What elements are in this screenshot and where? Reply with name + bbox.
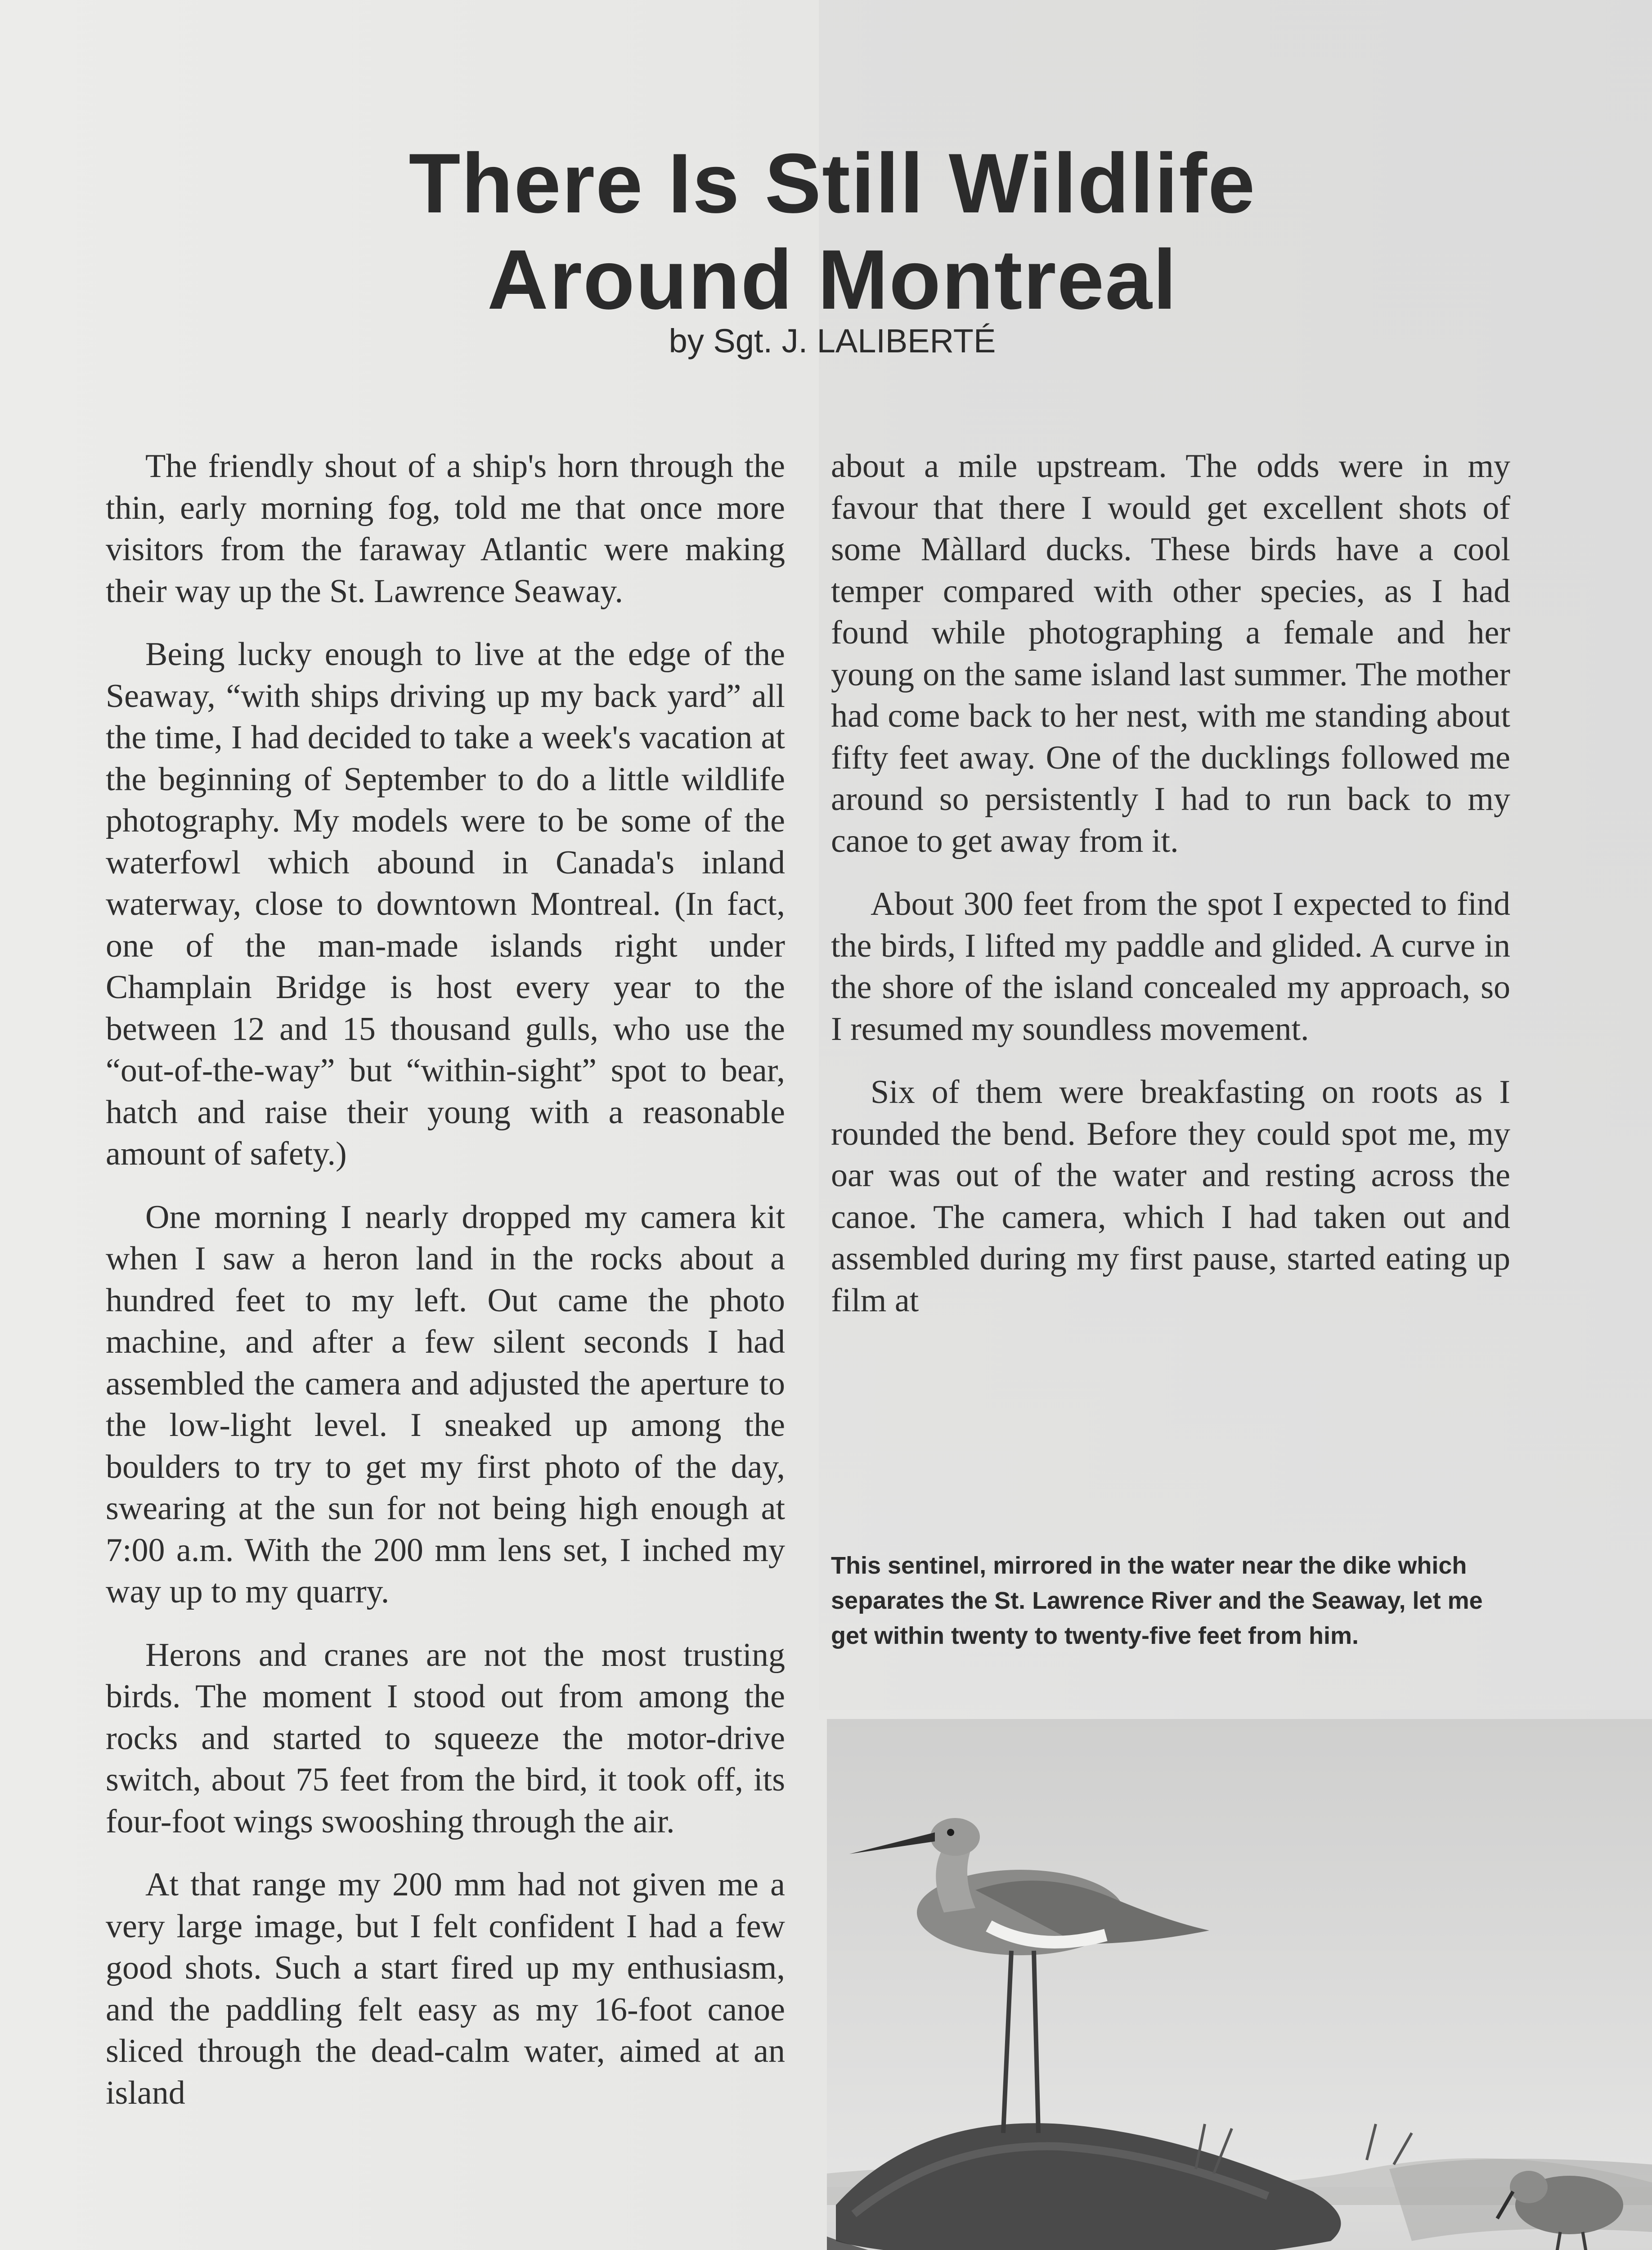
sandpiper-photo (827, 1719, 1652, 2250)
paragraph: The friendly shout of a ship's horn through the thin, early morning fog, told me that once more visitors from the faraway Atlantic were making their way up the St. Lawrence Seaway. (106, 448, 785, 610)
paragraph: One morning I nearly dropped my camera kit when I saw a heron land in the rocks about a hundred feet to my left. Out came the photo machine, and after a few silent seconds I had assembled the camera and adjusted the aperture to the low-light level. I sneaked up among the boulders to try to get my first photo of the day, swearing at the sun for not being high enough at 7:00 a.m. With the 200 mm lens set, I inched my way up to my quarry. (106, 1198, 785, 1610)
title-line-1: There Is Still Wildlife (409, 136, 1256, 230)
paragraph: Herons and cranes are not the most trusting birds. The moment I stood out from among the rocks and started to squeeze the motor-drive switch, about 75 feet from the bird, it took off, its four-foot wings swooshing through the air. (106, 1636, 785, 1840)
byline: by Sgt. J. LALIBERTÉ (669, 322, 996, 360)
paragraph: about a mile upstream. The odds were in my favour that there I would get excellent shots of some Màllard ducks. These birds have a cool temper compared with other species, as I had found while photographing a female and her young on the same island last summer. The mother had come back to her nest, with me standing about fifty feet away. One of the ducklings followed me around so persistently I had to run back to my canoe to get away from it. (831, 448, 1510, 860)
paragraph: Six of them were breakfasting on roots as I rounded the bend. Before they could spot me, my oar was out of the water and resting across the canoe. The camera, which I had taken out and assembled during my first pause, started eating up film at (831, 1074, 1510, 1319)
paragraph: At that range my 200 mm had not given me a very large image, but I felt confident I had a few good shots. Such a start fired up my enthusiasm, and the paddling felt easy as my 16-foot canoe sliced through the dead-calm water, aimed at an island (106, 1866, 785, 2111)
paragraph: Being lucky enough to live at the edge of the Seaway, “with ships driving up my back yard” all the time, I had decided to take a week's vacation at the beginning of September to do a little wildlife photography. My models were to be some of the waterfowl which abound in Canada's inland waterway, close to downtown Montreal. (In fact, one of the man-made islands right under Champlain Bridge is host every year to the between 12 and 15 thousand gulls, who use the “out-of-the-way” but “within-sight” spot to bear, hatch and raise their young with a reasonable amount of safety.) (106, 636, 785, 1172)
paragraph: About 300 feet from the spot I expected to find the birds, I lifted my paddle and glided. A curve in the shore of the island concealed my approach, so I resumed my soundless movement. (831, 886, 1510, 1048)
left-column (106, 446, 785, 2135)
right-column (831, 446, 1510, 1343)
photo-caption: This sentinel, mirrored in the water near the dike which separates the St. Lawrence River and the Seaway, let me get within twenty to twenty-five feet from him. (831, 1552, 1483, 1649)
title-line-2: Around Montreal (487, 232, 1177, 327)
article-title (225, 135, 1440, 328)
